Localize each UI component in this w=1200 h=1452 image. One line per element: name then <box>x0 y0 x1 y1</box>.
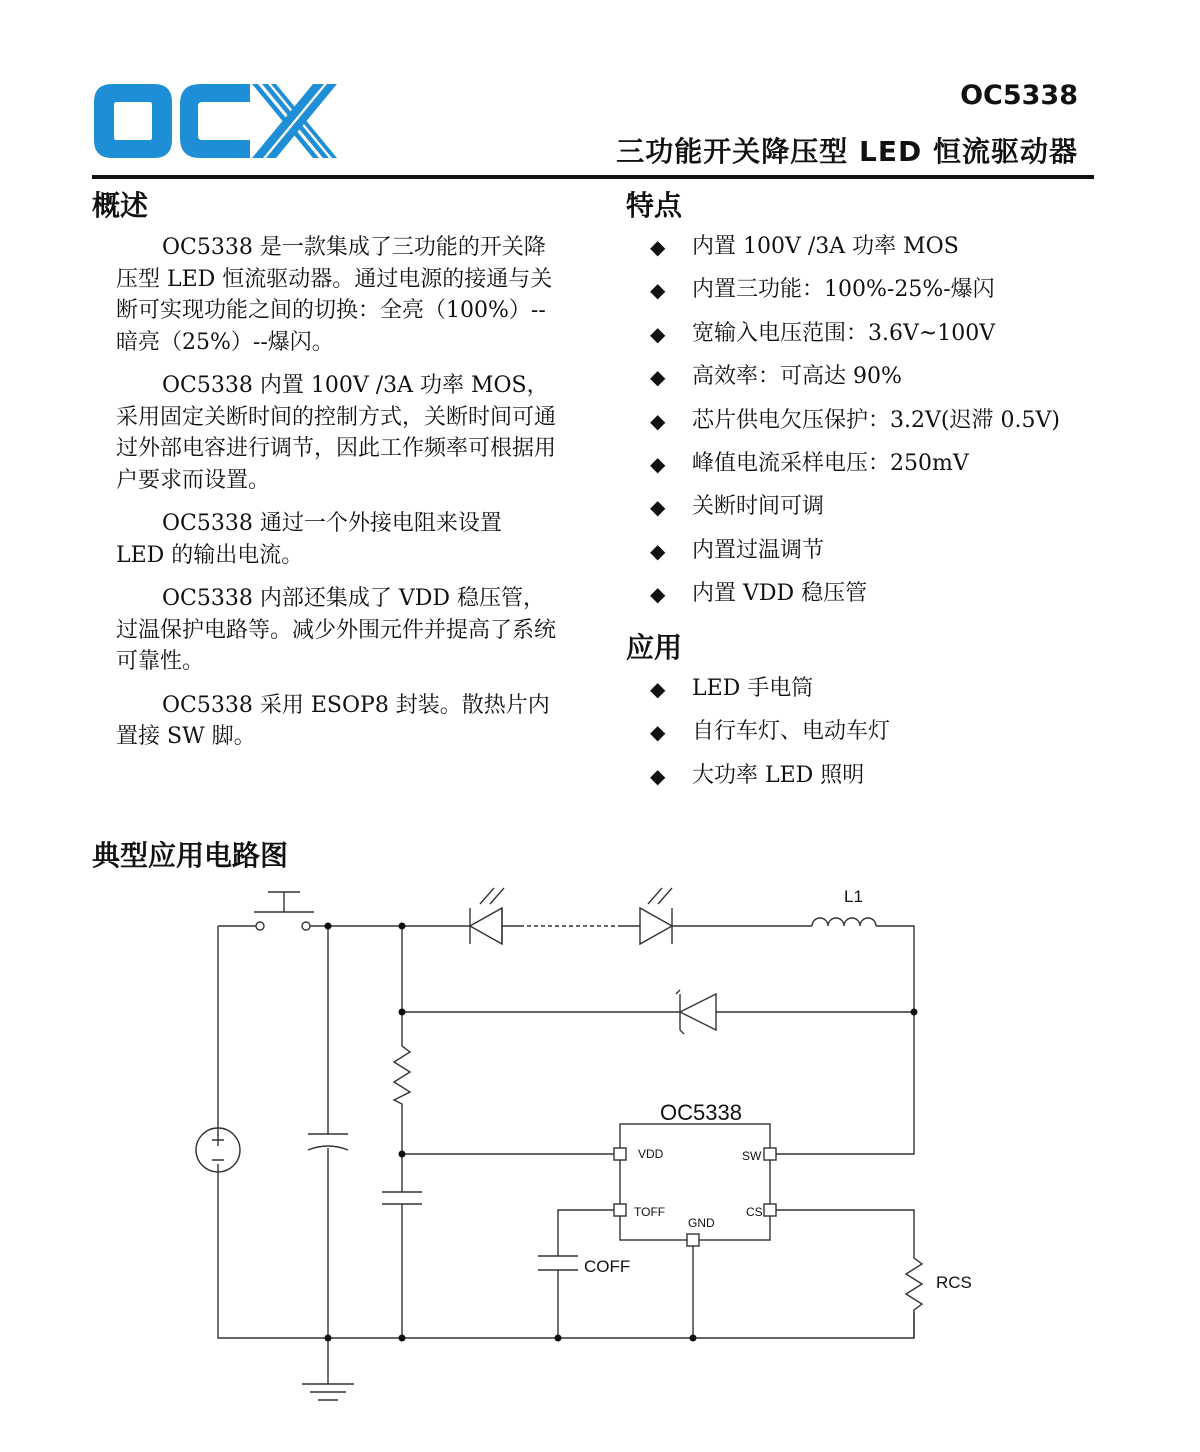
list-item: ◆ 大功率 LED 照明 <box>626 761 1106 804</box>
light-arrows <box>480 888 504 904</box>
rcs-resistor <box>776 1210 922 1338</box>
list-item: ◆ 芯片供电欠压保护：3.2V(迟滞 0.5V) <box>626 406 1106 449</box>
rcs-label: RCS <box>936 1273 972 1292</box>
diamond-bullet-icon: ◆ <box>650 235 666 259</box>
overview-heading: 概述 <box>92 189 149 222</box>
list-item: ◆ 峰值电流采样电压：250mV <box>626 449 1106 492</box>
diamond-bullet-icon: ◆ <box>650 365 666 390</box>
led-diode <box>470 908 502 944</box>
overview-text <box>116 232 556 765</box>
applications-list <box>626 674 1106 804</box>
diamond-bullet-icon: ◆ <box>650 451 666 476</box>
diamond-bullet-icon: ◆ <box>650 495 666 520</box>
list-item: ◆ LED 手电筒 <box>626 674 1106 717</box>
vdd-capacitor <box>382 1154 422 1338</box>
pin-label-cs: CS <box>746 1205 763 1219</box>
overview-paragraph: OC5338 内部还集成了 VDD 稳压管，过温保护电路等。减少外围元件并提高了系统可靠性。 <box>116 586 557 674</box>
document-title: 三功能开关降压型 LED 恒流驱动器 <box>616 135 1078 168</box>
diamond-bullet-icon: ◆ <box>650 720 666 745</box>
ocx-logo <box>92 80 337 162</box>
overview-paragraph: OC5338 通过一个外接电阻来设置 LED 的输出电流。 <box>116 511 502 568</box>
input-capacitor <box>308 926 348 1338</box>
overview-paragraph: OC5338 内置 100V /3A 功率 MOS，采用固定关断时间的控制方式，关断时间可通过外部电容进行调节，因此工作频率可根据用户要求而设置。 <box>116 373 557 493</box>
list-item: ◆ 内置三功能：100%-25%-爆闪 <box>626 275 1106 318</box>
features-list <box>626 232 1106 623</box>
header-divider <box>92 175 1094 179</box>
ground-wire <box>218 1164 914 1338</box>
pin-label-gnd: GND <box>688 1216 715 1230</box>
diamond-bullet-icon: ◆ <box>650 677 666 701</box>
list-item: ◆ 宽输入电压范围：3.6V~100V <box>626 319 1106 362</box>
chip-label: OC5338 <box>660 1100 742 1125</box>
circuit-heading: 典型应用电路图 <box>92 839 289 872</box>
pin-label-toff: TOFF <box>634 1205 666 1219</box>
part-number: OC5338 <box>960 80 1078 111</box>
resistor <box>394 1012 410 1154</box>
inductor-label: L1 <box>844 887 863 906</box>
led-diode <box>620 908 672 944</box>
list-item: ◆ 关断时间可调 <box>626 492 1106 535</box>
applications-heading: 应用 <box>626 631 683 664</box>
inductor <box>812 918 876 926</box>
list-item: ◆ 内置 100V /3A 功率 MOS <box>626 232 1106 275</box>
list-item: ◆ 内置过温调节 <box>626 536 1106 579</box>
pin-label-sw: SW <box>742 1149 762 1163</box>
light-arrows <box>648 888 672 904</box>
diamond-bullet-icon: ◆ <box>650 321 666 346</box>
list-item: ◆ 自行车灯、电动车灯 <box>626 717 1106 760</box>
list-item: ◆ 高效率：可高达 90% <box>626 362 1106 405</box>
diamond-bullet-icon: ◆ <box>650 278 666 303</box>
diamond-bullet-icon: ◆ <box>650 538 666 563</box>
features-heading: 特点 <box>626 189 683 222</box>
schottky-diode <box>402 926 914 1030</box>
overview-paragraph: OC5338 采用 ESOP8 封装。散热片内置接 SW 脚。 <box>116 692 550 749</box>
circuit-diagram <box>180 878 972 1418</box>
diamond-bullet-icon: ◆ <box>650 408 666 433</box>
diamond-bullet-icon: ◆ <box>650 582 666 607</box>
list-item: ◆ 内置 VDD 稳压管 <box>626 579 1106 622</box>
push-switch <box>254 892 314 912</box>
diamond-bullet-icon: ◆ <box>650 763 666 788</box>
ground-symbol <box>302 1338 354 1400</box>
coff-label: COFF <box>584 1257 631 1276</box>
pin-label-vdd: VDD <box>638 1147 664 1161</box>
overview-paragraph: OC5338 是一款集成了三功能的开关降压型 LED 恒流驱动器。通过电源的接通与关断可实现功能之间的切换：全亮（100%）--暗亮（25%）--爆闪。 <box>116 235 553 355</box>
